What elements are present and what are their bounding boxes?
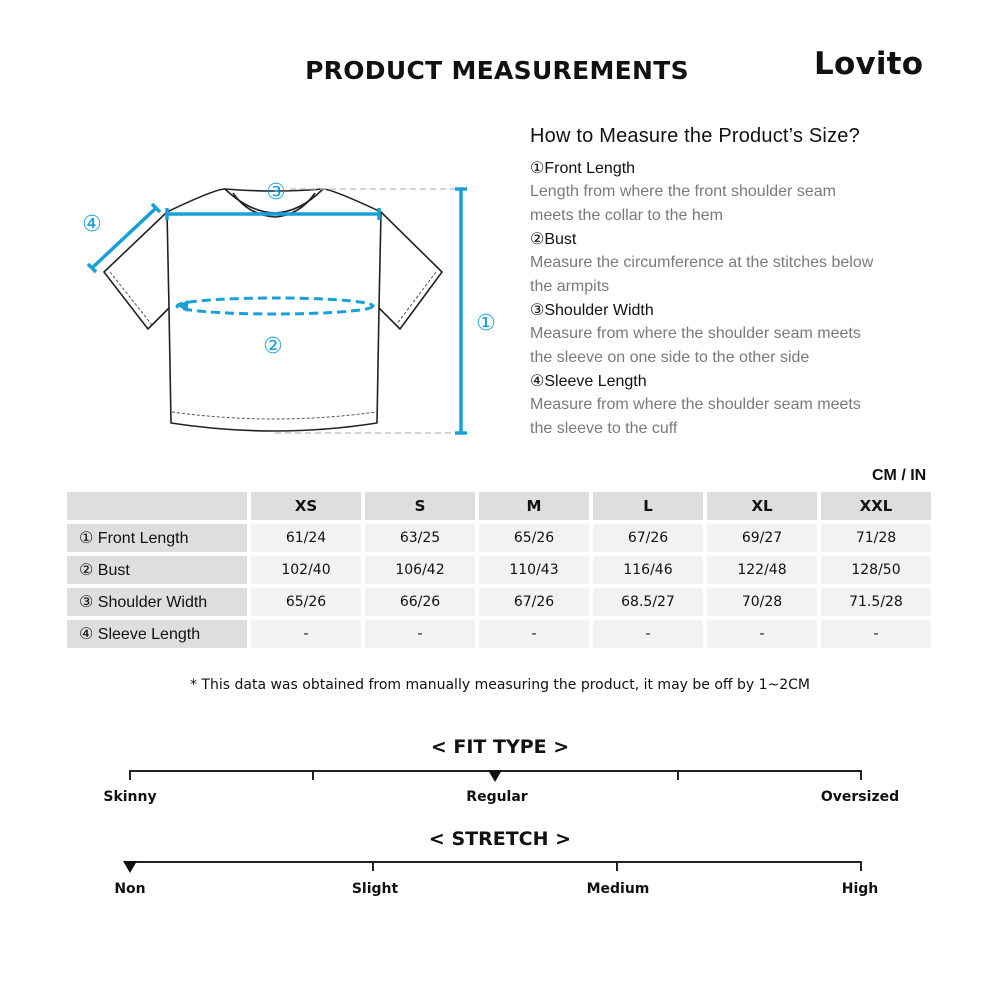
table-cell: 122/48 [707, 556, 817, 584]
table-row [67, 620, 931, 648]
fit-type-scale [0, 760, 1000, 790]
table-cell: - [365, 620, 475, 648]
table-cell: 65/26 [479, 524, 589, 552]
stretch-scale [0, 852, 1000, 882]
table-cell: - [707, 620, 817, 648]
stretch-label-high: High [841, 881, 879, 897]
table-corner [67, 492, 247, 520]
howto-item-label: ③Shoulder Width [530, 302, 654, 319]
table-cell: 68.5/27 [593, 588, 703, 616]
stretch-label-slight: Slight [351, 881, 399, 897]
tshirt-diagram [70, 160, 510, 460]
markers [82, 180, 496, 359]
row-label: ① Front Length [67, 524, 247, 552]
unit-label: CM / IN [872, 467, 927, 484]
howto-item-desc: Measure from where the shoulder seam meets the sleeve to the cuff [530, 396, 861, 437]
tshirt-outline [104, 189, 442, 431]
fit-type-indicator [488, 770, 502, 782]
fit-label-skinny: Skinny [103, 789, 157, 805]
measure-lines [88, 189, 467, 433]
table-cell: 61/24 [251, 524, 361, 552]
table-cell: - [479, 620, 589, 648]
fit-label-oversized: Oversized [820, 789, 900, 805]
marker-front-length: ① [476, 311, 496, 336]
howto-item [530, 158, 970, 228]
table-row [67, 524, 931, 552]
table-cell: 128/50 [821, 556, 931, 584]
table-cell: 63/25 [365, 524, 475, 552]
brand-logo: Lovito [814, 46, 924, 82]
table-cell: 106/42 [365, 556, 475, 584]
fit-label-regular: Regular [466, 789, 528, 805]
stretch-title: < STRETCH > [428, 828, 572, 850]
table-cell: 70/28 [707, 588, 817, 616]
table-cell: 65/26 [251, 588, 361, 616]
size-table [63, 488, 935, 652]
measurement-note: * This data was obtained from manually measuring the product, it may be off by 1~2CM [189, 677, 811, 693]
table-cell: 102/40 [251, 556, 361, 584]
stretch-indicator [123, 861, 137, 873]
table-cell: 66/26 [365, 588, 475, 616]
row-label: ② Bust [67, 556, 247, 584]
howto-item-label: ①Front Length [530, 160, 636, 177]
row-label: ③ Shoulder Width [67, 588, 247, 616]
table-row [67, 588, 931, 616]
size-header: L [593, 492, 703, 520]
table-cell: 71.5/28 [821, 588, 931, 616]
table-cell: - [251, 620, 361, 648]
marker-shoulder: ③ [266, 180, 286, 205]
table-cell: 71/28 [821, 524, 931, 552]
howto-item [530, 300, 970, 370]
table-cell: 116/46 [593, 556, 703, 584]
fit-type-title: < FIT TYPE > [430, 736, 570, 758]
howto-item-label: ④Sleeve Length [530, 373, 647, 390]
howto-item-desc: Length from where the front shoulder seam meets the collar to the hem [530, 183, 836, 224]
table-cell: - [593, 620, 703, 648]
stretch-label-medium: Medium [586, 881, 650, 897]
howto-item [530, 371, 970, 441]
stretch-label-non: Non [114, 881, 146, 897]
page-title: PRODUCT MEASUREMENTS [305, 56, 689, 85]
size-header: XS [251, 492, 361, 520]
bust-line [177, 298, 373, 314]
table-cell: 69/27 [707, 524, 817, 552]
table-row [67, 556, 931, 584]
howto-item-label: ②Bust [530, 231, 577, 248]
howto-item-desc: Measure the circumference at the stitches below the armpits [530, 254, 874, 295]
row-label: ④ Sleeve Length [67, 620, 247, 648]
howto-item-desc: Measure from where the shoulder seam meets the sleeve on one side to the other side [530, 325, 861, 366]
table-header-row [67, 492, 931, 520]
table-cell: 67/26 [593, 524, 703, 552]
table-cell: 110/43 [479, 556, 589, 584]
table-cell: - [821, 620, 931, 648]
size-header: XXL [821, 492, 931, 520]
guide-lines [275, 189, 460, 433]
table-cell: 67/26 [479, 588, 589, 616]
size-header: S [365, 492, 475, 520]
how-to-measure [530, 125, 970, 442]
marker-bust: ② [263, 334, 283, 359]
size-header: XL [707, 492, 817, 520]
howto-heading: How to Measure the Product’s Size? [530, 125, 860, 147]
marker-sleeve: ④ [82, 212, 102, 237]
howto-item [530, 229, 970, 299]
size-header: M [479, 492, 589, 520]
